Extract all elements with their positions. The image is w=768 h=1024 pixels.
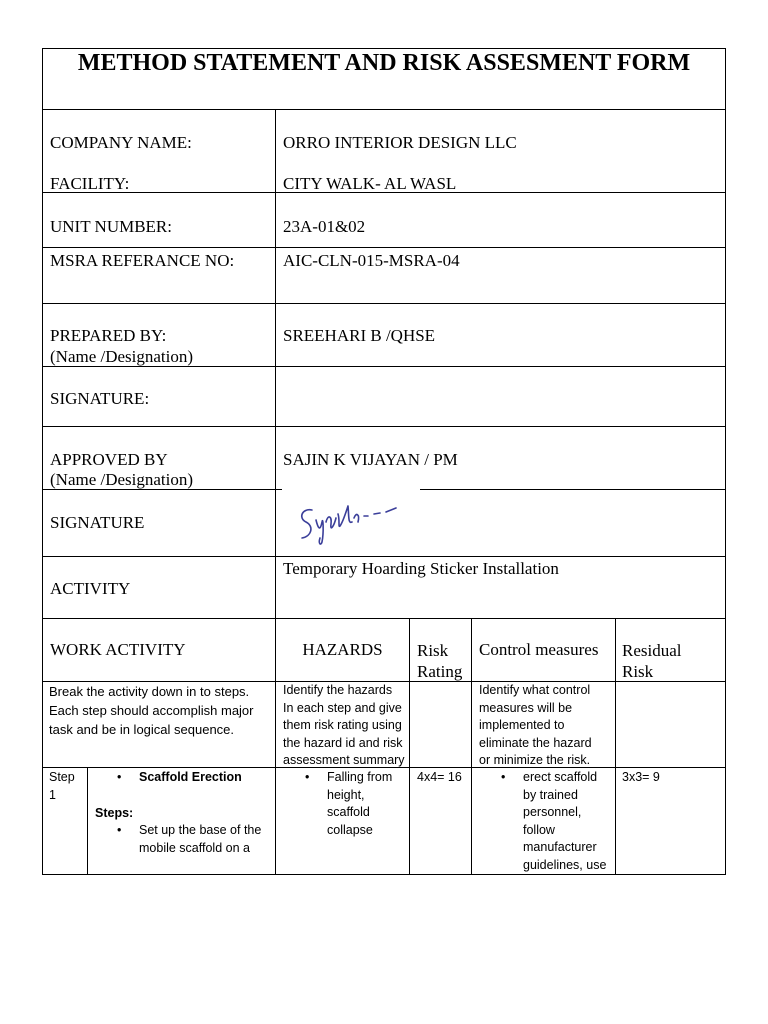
prepared-value: SREEHARI B /QHSE bbox=[283, 326, 436, 345]
unit-value: 23A-01&02 bbox=[283, 217, 366, 236]
company-value: ORRO INTERIOR DESIGN LLC bbox=[283, 133, 517, 152]
unit-label: UNIT NUMBER: bbox=[50, 217, 172, 236]
msra-value: AIC-CLN-015-MSRA-04 bbox=[283, 251, 460, 270]
header-work-activity: WORK ACTIVITY bbox=[50, 640, 186, 659]
form-top-border bbox=[42, 48, 726, 49]
bullet-icon: • bbox=[117, 823, 122, 837]
row-divider bbox=[42, 303, 726, 304]
column-divider bbox=[615, 618, 616, 875]
row-divider bbox=[420, 489, 726, 490]
row-divider bbox=[42, 556, 726, 557]
hazard-text: Falling from height, scaffold collapse bbox=[327, 770, 393, 837]
task-step-text: Set up the base of the mobile scaffold on a bbox=[139, 823, 262, 855]
task-title: Scaffold Erection bbox=[139, 770, 242, 784]
header-residual-line2: Risk bbox=[622, 662, 654, 681]
form-right-border bbox=[725, 48, 726, 875]
row-divider bbox=[42, 247, 726, 248]
facility-value: CITY WALK- AL WASL bbox=[283, 174, 457, 193]
company-label: COMPANY NAME: bbox=[50, 133, 192, 152]
guidance-work-activity: Break the activity down in to steps. Each step should accomplish major task and be in logical sequence. bbox=[49, 684, 254, 737]
row-divider bbox=[42, 109, 726, 110]
approved-label: APPROVED BY bbox=[50, 450, 168, 469]
form-left-border bbox=[42, 48, 43, 875]
prepared-sublabel: (Name /Designation) bbox=[50, 347, 194, 366]
guidance-control-measures: Identify what control measures will be implemented to eliminate the hazard or minimize the risk. bbox=[479, 683, 592, 767]
steps-label: Steps: bbox=[95, 806, 134, 820]
bullet-icon: • bbox=[305, 770, 310, 784]
column-divider bbox=[409, 618, 410, 875]
step-number: Step 1 bbox=[49, 770, 75, 802]
facility-label: FACILITY: bbox=[50, 174, 130, 193]
label-value-divider bbox=[275, 109, 276, 875]
row-divider bbox=[42, 618, 726, 619]
row-divider bbox=[42, 426, 726, 427]
signature-label-approved: SIGNATURE bbox=[50, 513, 145, 532]
form-bottom-border bbox=[42, 874, 726, 875]
guidance-hazards: Identify the hazards In each step and give them risk rating using the hazard id and risk assessment summary bbox=[283, 683, 405, 767]
signature-label-prepared: SIGNATURE: bbox=[50, 389, 150, 408]
approved-sublabel: (Name /Designation) bbox=[50, 470, 194, 489]
msra-label: MSRA REFERANCE NO: bbox=[50, 251, 235, 270]
approved-value: SAJIN K VIJAYAN / PM bbox=[283, 450, 458, 469]
prepared-label: PREPARED BY: bbox=[50, 326, 167, 345]
activity-value: Temporary Hoarding Sticker Installation bbox=[283, 559, 559, 578]
column-divider bbox=[471, 618, 472, 875]
form-title: METHOD STATEMENT AND RISK ASSESMENT FORM bbox=[77, 50, 691, 76]
header-residual-line1: Residual bbox=[622, 641, 682, 660]
column-divider bbox=[87, 767, 88, 875]
control-text: erect scaffold by trained personnel, follow manufacturer guidelines, use bbox=[523, 770, 607, 872]
risk-rating-value: 4x4= 16 bbox=[417, 770, 462, 784]
header-control-measures: Control measures bbox=[479, 640, 599, 659]
handwritten-signature bbox=[294, 492, 404, 550]
header-hazards: HAZARDS bbox=[302, 640, 383, 659]
header-risk-rating-line2: Rating bbox=[417, 662, 463, 681]
activity-label: ACTIVITY bbox=[50, 579, 131, 598]
header-risk-rating-line1: Risk bbox=[417, 641, 449, 660]
bullet-icon: • bbox=[117, 770, 122, 784]
bullet-icon: • bbox=[501, 770, 506, 784]
residual-risk-value: 3x3= 9 bbox=[622, 770, 660, 784]
